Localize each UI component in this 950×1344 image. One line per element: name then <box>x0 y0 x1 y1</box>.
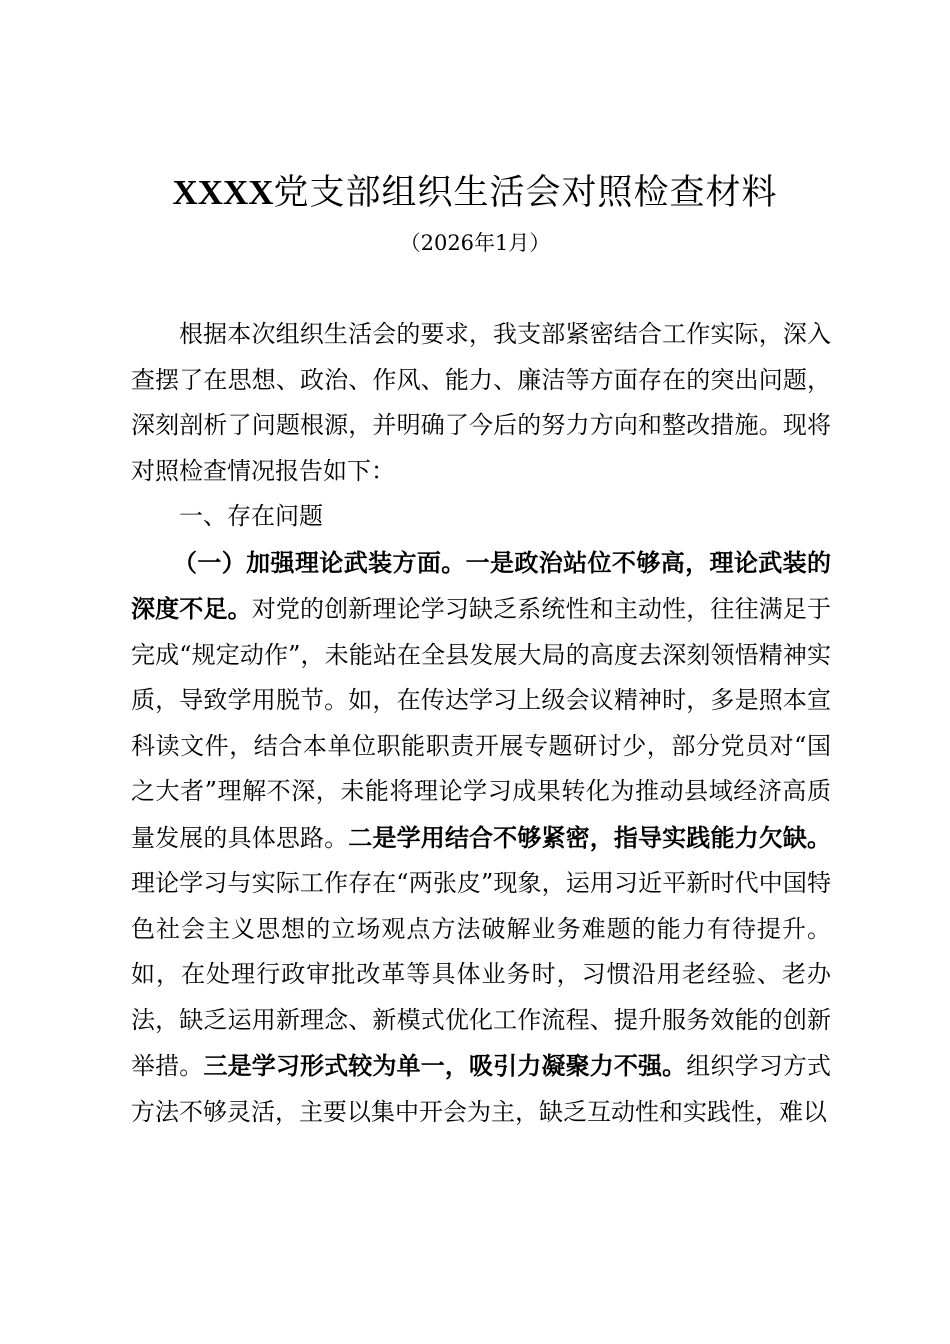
section-heading-problems: 一、存在问题 <box>179 502 323 530</box>
point-2-text: 理论学习与实际工作存在“两张皮”现象，运用习近平新时代中国特色社会主义思想的立场观点方法破解业务难题的能力有待提升。如，在处理行政审批改革等具体业务时，习惯沿用老经验、老办法，缺乏运用新理念、新模式优化工作流程、提升服务效能的创新举措。 <box>131 869 831 1080</box>
point-1-text: 对党的创新理论学习缺乏系统性和主动性，往往满足于完成“规定动作”，未能站在全县发展大局的高度去深刻领悟精神实质，导致学用脱节。如，在传达学习上级会议精神时，多是照本宣科读文件，结合本单位职能职责开展专题研讨少，部分党员对“国之大者”理解不深，未能将理论学习成果转化为推动县域经济高质量发展的具体思路。 <box>131 595 832 852</box>
title-text: 党支部组织生活会对照检查材料 <box>273 173 778 213</box>
point-3-text: 组织学习方式方法不够灵活，主要以集中开会为主，缺乏互动性和实践性，难以 <box>131 1052 832 1126</box>
intro-paragraph: 根据本次组织生活会的要求，我支部紧密结合工作实际，深入查摆了在思想、政治、作风、能力、廉洁等方面存在的突出问题，深刻剖析了问题根源，并明确了今后的努力方向和整改措施。现将对照检查情况报告如下： <box>131 320 831 485</box>
document-title <box>0 168 950 218</box>
point-1-heading: 一是政治站位不够高，理论武装的深度不足。 <box>131 547 832 623</box>
section-label: （一）加强理论武装方面。 <box>173 547 466 577</box>
point-2-heading: 二是学用结合不够紧密，指导实践能力欠缺。 <box>348 822 832 852</box>
section-theory-paragraph <box>131 540 831 1136</box>
point-3-heading: 三是学习形式较为单一，吸引力凝聚力不强。 <box>203 1051 687 1080</box>
document-date: （2026年1月） <box>399 231 551 255</box>
document-body <box>131 312 831 1135</box>
title-code: XXXX <box>172 173 274 212</box>
